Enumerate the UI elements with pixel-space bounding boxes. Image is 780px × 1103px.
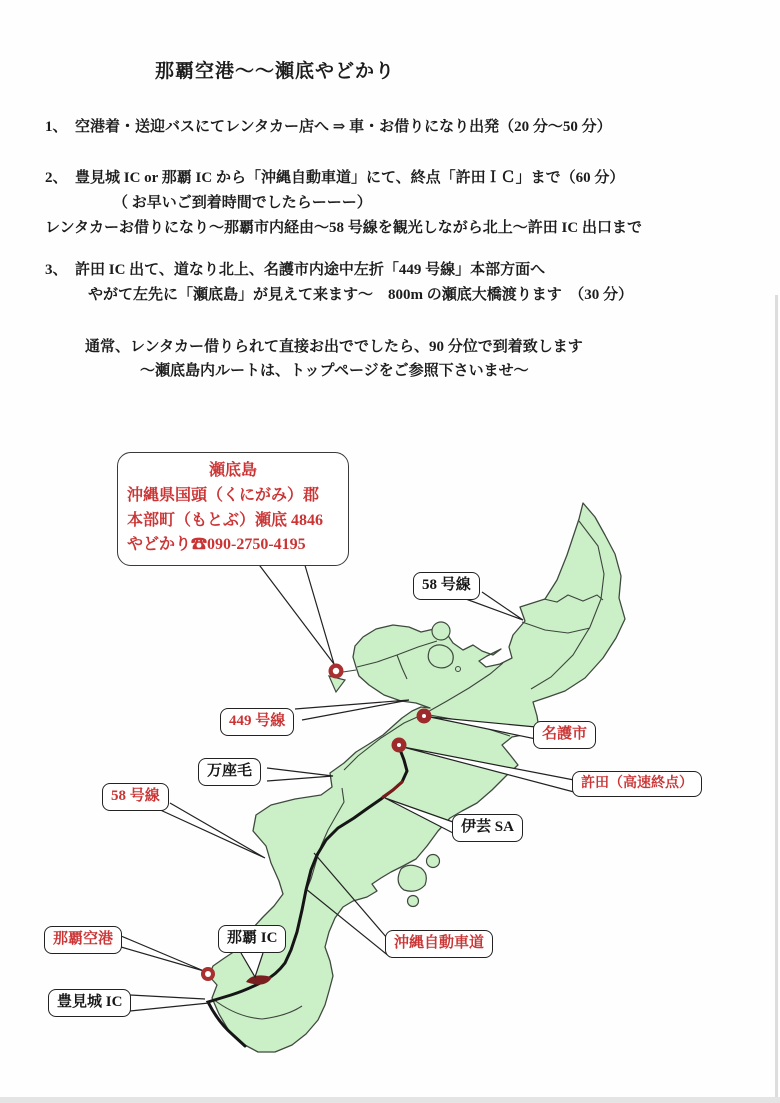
- label-okinawa-expressway: 沖縄自動車道: [385, 930, 493, 958]
- label-manzamo: 万座毛: [198, 758, 261, 786]
- leader-manzamo: [267, 768, 333, 781]
- label-nago-city: 名護市: [533, 721, 596, 749]
- label-kyoda-terminus: 許田（高速終点）: [572, 771, 702, 797]
- bubble-address-1: 沖縄県国頭（くにがみ）郡: [127, 486, 320, 504]
- bubble-address-2: 本部町（もとぶ）瀬底 4846: [127, 511, 324, 529]
- route-note: ～瀬底島内ルートは、トップページをご参照下さいませ～: [140, 363, 529, 379]
- islet-east-drop: [408, 896, 419, 907]
- scan-edge-bottom: [0, 1097, 780, 1103]
- step-2-note: （ お早いご到着時間でしたらーーー）: [113, 195, 372, 211]
- islet-east-round: [427, 855, 440, 868]
- label-naha-ic: 那覇 IC: [218, 925, 286, 953]
- leader-route58-west: [156, 803, 265, 858]
- step-3-detail: やがて左先に「瀬底島」が見えて来ます～ 800m の瀬底大橋渡ります （30 分）: [88, 287, 633, 303]
- bubble-phone: やどかり☎090-2750-4195: [127, 536, 306, 554]
- label-igei-sa: 伊芸 SA: [452, 814, 523, 842]
- label-route58-north: 58 号線: [413, 572, 480, 600]
- leader-tomigusuku-2: [130, 1003, 209, 1011]
- label-route58-west: 58 号線: [102, 783, 169, 811]
- step-2: 2、 豊見城 IC or 那覇 IC から「沖縄自動車道」にて、終点「許田ＩＣ」まで（60 分）: [45, 170, 625, 186]
- islet-round: [432, 622, 450, 640]
- bubble-island-name: 瀬底島: [208, 462, 257, 479]
- step-2-detail: レンタカーお借りになり～那覇市内経由～58 号線を観光しながら北上～許田 IC 出口まで: [45, 220, 642, 236]
- scan-edge-right: [775, 295, 778, 1103]
- step-1: 1、 空港着・送迎バスにてレンタカー店へ ⇒ 車・お借りになり出発（20 分～50 分）: [45, 119, 612, 135]
- label-route449: 449 号線: [220, 708, 294, 736]
- page-title: 那覇空港～～瀬底やどかり: [155, 61, 396, 82]
- step-3: 3、 許田 IC 出て、道なり北上、名護市内途中左折「449 号線」本部方面へ: [45, 262, 546, 278]
- summary-note: 通常、レンタカー借りられて直接お出ででしたら、90 分位で到着致します: [85, 339, 583, 355]
- islet-speck: [456, 667, 461, 672]
- leader-bubble: [257, 562, 334, 664]
- leader-naha-airport: [121, 936, 204, 971]
- leader-route449: [295, 700, 409, 720]
- leader-tomigusuku-1: [130, 995, 205, 999]
- islet-yagaji: [428, 645, 453, 668]
- sesoko-info-bubble: [117, 452, 349, 566]
- label-tomigusuku-ic: 豊見城 IC: [48, 989, 131, 1017]
- islet-east-blob: [398, 865, 426, 891]
- label-naha-airport: 那覇空港: [44, 926, 122, 954]
